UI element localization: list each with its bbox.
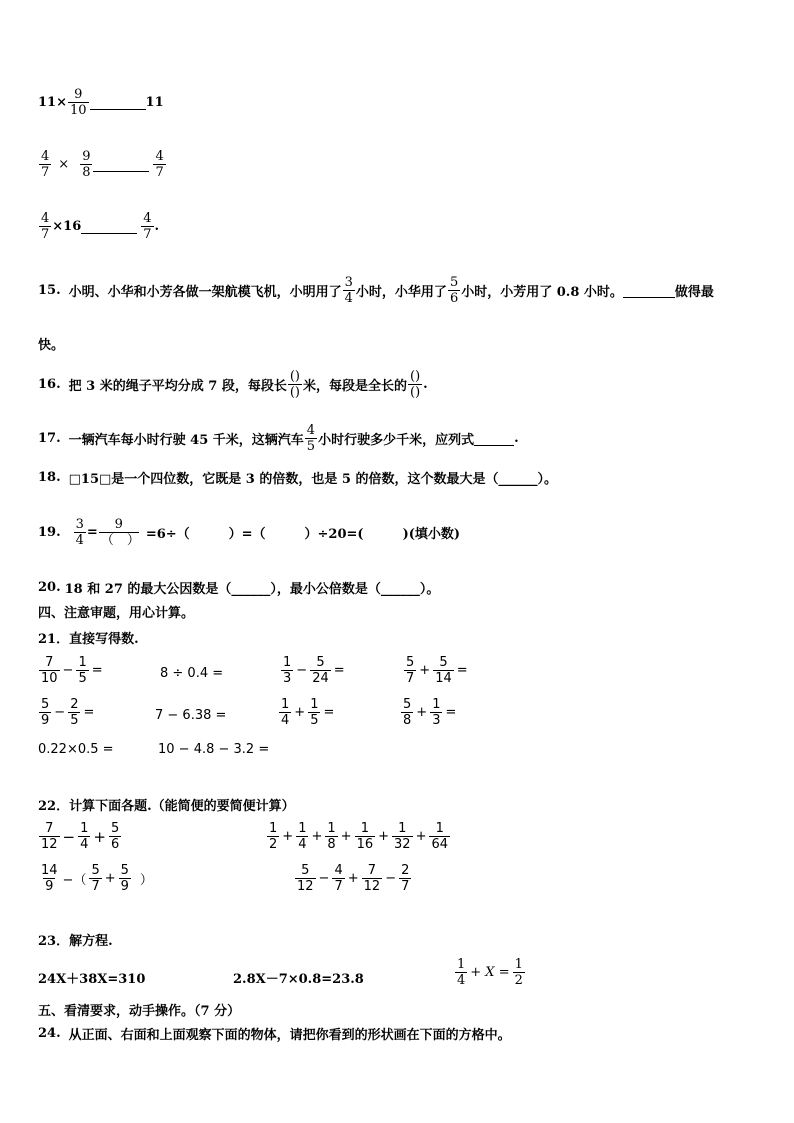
answer-blank[interactable] <box>81 220 137 234</box>
question-number: 19. <box>38 525 61 540</box>
operator: × <box>58 157 70 172</box>
section-heading <box>38 1000 240 1019</box>
text: 把 3 米的绳子平均分成 7 段，每段长 <box>68 379 287 394</box>
text: 四、注意审题，用心计算。 <box>38 606 195 621</box>
q22-expression: $\frac{1}{2}$ + $\frac{1}{4}$ + $\frac{1}{8}$ + $\frac{1}{16}$ + $\frac{1}{32}$ + $\frac{1}{64}$ <box>269 821 449 852</box>
fraction: $\frac{5}{6}$ <box>449 275 459 306</box>
q17-line <box>38 424 519 453</box>
q21-title <box>38 628 139 647</box>
q21-item: $\frac{1}{4}$ + $\frac{1}{5}$ = <box>281 697 335 728</box>
q23-equation <box>38 968 145 987</box>
text: 11 <box>145 95 164 110</box>
q21-item: 10 − 4.8 − 3.2 = <box>158 742 270 757</box>
text: 小时，小芳用了 0.8 小时。 <box>461 285 623 300</box>
fraction: $\frac{9}{8}$ <box>82 149 91 180</box>
text: =6÷（ ）=（ ）÷20=( )(填小数) <box>145 527 461 542</box>
answer-blank[interactable] <box>623 284 675 298</box>
question-number: 24. <box>38 1026 61 1041</box>
q15-line <box>38 276 714 305</box>
q14-row1 <box>38 88 164 117</box>
text: . <box>514 431 519 446</box>
text: 22．计算下面各题.（能简便的要简便计算） <box>38 799 295 814</box>
q22-expression: $\frac{5}{12}$ − $\frac{4}{7}$ + $\frac{7}{12}$ − $\frac{2}{7}$ <box>297 863 410 894</box>
q22-title <box>38 795 295 814</box>
fraction: $\frac{()}{()}$ <box>289 369 300 400</box>
fraction: $\frac{4}{7}$ <box>41 149 50 180</box>
q16-line <box>38 370 428 399</box>
question-number: 18. <box>38 470 61 485</box>
text: 小时行驶多少千米，应列式 <box>318 433 475 448</box>
q18-line <box>38 468 557 487</box>
question-number: 20. <box>38 580 61 595</box>
fraction: $\frac{()}{()}$ <box>410 369 421 400</box>
fraction: $\frac{3}{4}$ <box>75 517 84 548</box>
q21-item: 7 − 6.38 = <box>155 708 227 723</box>
q22-expression: $\frac{14}{9}$ −（ $\frac{5}{7}$ + $\frac{5}{9}$ ） <box>41 863 153 894</box>
fraction: $\frac{4}{7}$ <box>41 211 50 242</box>
question-number: 15. <box>38 283 61 298</box>
q21-item: $\frac{1}{3}$ − $\frac{5}{24}$ = <box>283 655 345 686</box>
text: 做得最 <box>674 285 714 300</box>
text: 五、看清要求，动手操作。（7 分） <box>38 1004 241 1019</box>
q21-item: $\frac{5}{9}$ − $\frac{2}{5}$ = <box>41 697 95 728</box>
q20-line <box>38 578 439 597</box>
section-heading <box>38 602 194 621</box>
text: 一辆汽车每小时行驶 45 千米，这辆汽车 <box>68 433 304 448</box>
q14-row2 <box>38 150 167 179</box>
question-number: 17. <box>38 431 61 446</box>
q19-line <box>38 518 460 547</box>
answer-blank[interactable] <box>93 158 149 172</box>
q21-item: 8 ÷ 0.4 = <box>160 666 224 681</box>
answer-blank[interactable] <box>90 96 146 110</box>
q21-item: 0.22×0.5 = <box>38 742 114 757</box>
fraction: $\frac{9}{( )}$ <box>100 517 140 548</box>
text: . <box>154 219 160 234</box>
text: 11× <box>38 95 67 110</box>
q21-item: $\frac{5}{7}$ + $\frac{5}{14}$ = <box>406 655 468 686</box>
text: 小明、小华和小芳各做一架航模飞机，小明用了 <box>68 285 342 300</box>
q21-item: $\frac{5}{8}$ + $\frac{1}{3}$ = <box>403 697 457 728</box>
q14-row3 <box>38 212 159 241</box>
text: 米，每段是全长的 <box>302 379 407 394</box>
q23-equation <box>233 968 364 987</box>
fraction: $\frac{4}{5}$ <box>306 423 316 454</box>
fraction: $\frac{9}{10}$ <box>69 87 87 118</box>
text: 2.8X－7×0.8=23.8 <box>233 972 364 987</box>
text: 24X＋38X=310 <box>38 972 146 987</box>
q24-line <box>38 1024 511 1043</box>
operator: = <box>86 525 98 540</box>
text: 小时，小华用了 <box>355 285 447 300</box>
text: □15□是一个四位数，它既是 3 的倍数，也是 5 的倍数，这个数最大是（______）。 <box>68 472 557 487</box>
q23-equation: $\frac{1}{4}$ + X = $\frac{1}{2}$ <box>457 957 523 988</box>
text: 快。 <box>38 338 65 353</box>
text: ×16 <box>52 219 82 234</box>
q23-title <box>38 930 113 949</box>
question-number: 16. <box>38 377 61 392</box>
answer-blank[interactable] <box>474 432 514 446</box>
fraction: $\frac{4}{7}$ <box>143 211 152 242</box>
fraction: $\frac{3}{4}$ <box>344 275 353 306</box>
text: 23．解方程. <box>38 934 113 949</box>
text: 从正面、右面和上面观察下面的物体，请把你看到的形状画在下面的方格中。 <box>68 1028 511 1043</box>
fraction: $\frac{4}{7}$ <box>155 149 164 180</box>
text: 18 和 27 的最大公因数是（______），最小公倍数是（______）。 <box>64 582 440 597</box>
text: 21．直接写得数. <box>38 632 139 647</box>
q21-item: $\frac{7}{10}$ − $\frac{1}{5}$ = <box>41 655 103 686</box>
q22-expression: $\frac{7}{12}$ − $\frac{1}{4}$ + $\frac{5}{6}$ <box>41 821 120 852</box>
q15-continuation <box>38 334 64 353</box>
text: . <box>423 377 428 392</box>
